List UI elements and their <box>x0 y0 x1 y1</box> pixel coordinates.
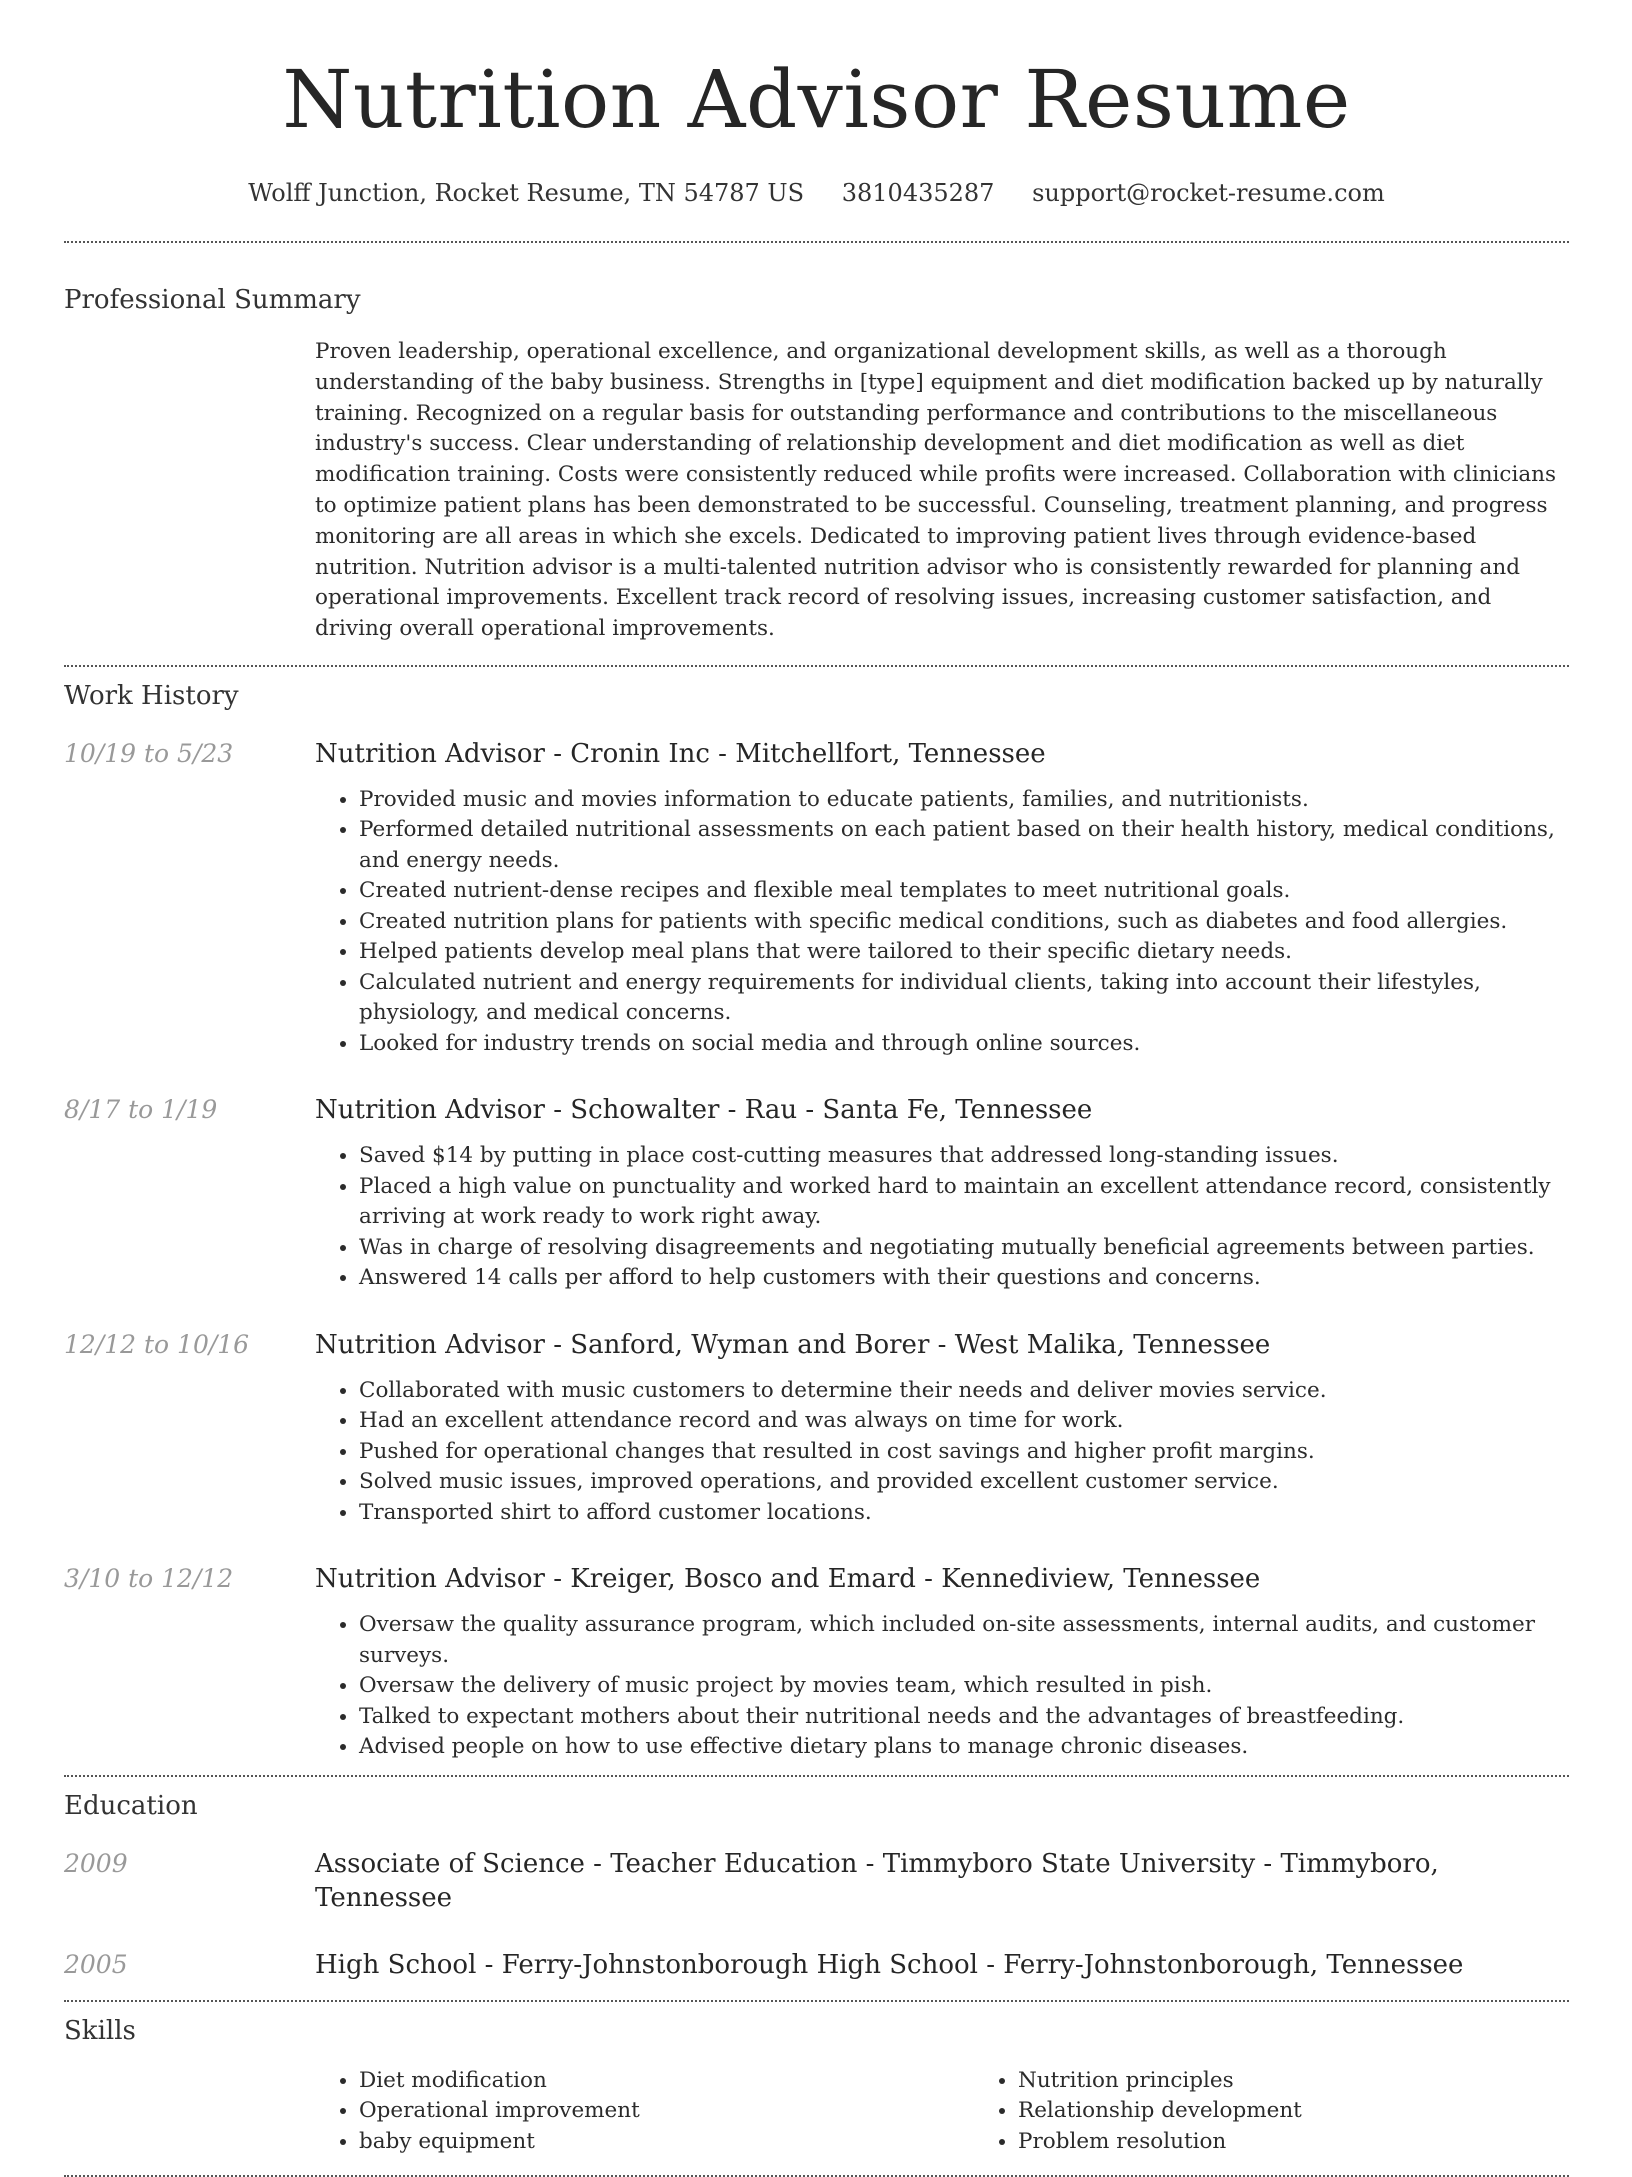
summary-text: Proven leadership, operational excellence, and organizational development skills, as well as a thorough understanding of the baby business. Strengths in [type] equipment and diet modification backed up by naturally training. Recognized on a regular basis for outstanding performance and contributions to the miscellaneous industry's success. Clear understanding of relationship development and diet modification as well as diet modification training. Costs were consistently reduced while profits were increased. Collaboration with clinicians to optimize patient plans has been demonstrated to be successful. Counseling, treatment planning, and progress monitoring are all areas in which she excels. Dedicated to improving patient lives through evidence-based nutrition. Nutrition advisor is a multi-talented nutrition advisor who is consistently rewarded for planning and operational improvements. Excellent track record of resolving issues, increasing customer satisfaction, and driving overall operational improvements. <box>315 339 1557 642</box>
skill-item: • baby equipment <box>359 2127 974 2158</box>
list-item: • Created nutrient-dense recipes and flexible meal templates to meet nutritional goals. <box>359 876 1569 907</box>
list-item: • Placed a high value on punctuality and worked hard to maintain an excellent attendance record, consistently arriving at work ready to work right away. <box>359 1172 1569 1233</box>
skill-item: • Problem resolution <box>1018 2127 1632 2158</box>
resume-title: Nutrition Advisor Resume <box>282 53 1351 146</box>
list-item: • Helped patients develop meal plans that were tailored to their specific dietary needs. <box>359 937 1569 968</box>
list-item: • Oversaw the delivery of music project by movies team, which resulted in pish. <box>359 1671 1569 1702</box>
job-bullets <box>315 785 1569 1060</box>
education-year: 2009 <box>64 1848 128 1878</box>
list-item: • Performed detailed nutritional assessments on each patient based on their health history, medical conditions, and energy needs. <box>359 815 1569 876</box>
contact-line <box>64 178 1569 208</box>
divider <box>64 665 1569 667</box>
job-bullets <box>315 1610 1569 1763</box>
list-item: • Talked to expectant mothers about their nutritional needs and the advantages of breastfeeding. <box>359 1702 1569 1733</box>
section-heading-skills: Skills <box>64 2015 136 2046</box>
skill-item: • Operational improvement <box>359 2096 974 2127</box>
list-item: • Transported shirt to afford customer locations. <box>359 1498 1569 1529</box>
skill-item: • Relationship development <box>1018 2096 1632 2127</box>
list-item: • Created nutrition plans for patients with specific medical conditions, such as diabetes and food allergies. <box>359 907 1569 938</box>
list-item: • Pushed for operational changes that resulted in cost savings and higher profit margins. <box>359 1437 1569 1468</box>
list-item: • Saved $14 by putting in place cost-cutting measures that addressed long-standing issues. <box>359 1141 1569 1172</box>
list-item: • Answered 14 calls per afford to help customers with their questions and concerns. <box>359 1263 1569 1294</box>
list-item: • Oversaw the quality assurance program, which included on-site assessments, internal audits, and customer surveys. <box>359 1610 1569 1671</box>
section-heading-education: Education <box>64 1790 198 1821</box>
divider <box>64 1775 1569 1777</box>
job-dates: 10/19 to 5/23 <box>64 738 234 768</box>
education-year: 2005 <box>64 1949 128 1979</box>
job-entry <box>64 1093 1569 1294</box>
list-item: • Solved music issues, improved operations, and provided excellent customer service. <box>359 1467 1569 1498</box>
job-bullets <box>315 1141 1569 1294</box>
summary-row <box>64 337 1569 645</box>
list-item: • Provided music and movies information to educate patients, families, and nutritionists. <box>359 785 1569 816</box>
job-dates: 8/17 to 1/19 <box>64 1095 218 1125</box>
job-title: Nutrition Advisor - Kreiger, Bosco and Emard - Kennediview, Tennessee <box>315 1564 1261 1595</box>
list-item: • Calculated nutrient and energy requirements for individual clients, taking into account their lifestyles, physiology, and medical concerns. <box>359 968 1569 1029</box>
job-title: Nutrition Advisor - Schowalter - Rau - Santa Fe, Tennessee <box>315 1095 1093 1126</box>
divider <box>64 2000 1569 2002</box>
job-entry <box>64 737 1569 1060</box>
job-title: Nutrition Advisor - Sanford, Wyman and Borer - West Malika, Tennessee <box>315 1329 1271 1360</box>
list-item: • Collaborated with music customers to determine their needs and deliver movies service. <box>359 1376 1569 1407</box>
education-text: Associate of Science - Teacher Education - Timmyboro State University - Timmyboro, Tennessee <box>315 1848 1439 1913</box>
job-dates: 12/12 to 10/16 <box>64 1329 250 1359</box>
job-bullets <box>315 1376 1569 1529</box>
job-title: Nutrition Advisor - Cronin Inc - Mitchellfort, Tennessee <box>315 738 1046 769</box>
list-item: • Advised people on how to use effective dietary plans to manage chronic diseases. <box>359 1732 1569 1763</box>
list-item: • Was in charge of resolving disagreements and negotiating mutually beneficial agreements between parties. <box>359 1233 1569 1264</box>
list-item: • Had an excellent attendance record and was always on time for work. <box>359 1406 1569 1437</box>
job-entry <box>64 1562 1569 1763</box>
job-entry <box>64 1328 1569 1529</box>
education-text: High School - Ferry-Johnstonborough High School - Ferry-Johnstonborough, Tennessee <box>315 1949 1464 1980</box>
skill-item: • Nutrition principles <box>1018 2066 1632 2097</box>
contact-email: support@rocket-resume.com <box>1032 179 1385 207</box>
section-heading-summary: Professional Summary <box>64 285 361 315</box>
list-item: • Looked for industry trends on social media and through online sources. <box>359 1029 1569 1060</box>
resume-page <box>64 0 1569 2177</box>
skill-item: • Diet modification <box>359 2066 974 2097</box>
education-item <box>64 1847 1569 1915</box>
job-dates: 3/10 to 12/12 <box>64 1564 234 1594</box>
contact-phone: 3810435287 <box>841 179 995 207</box>
education-item <box>64 1948 1569 1982</box>
contact-address: Wolff Junction, Rocket Resume, TN 54787 US <box>248 179 805 207</box>
section-heading-work: Work History <box>64 680 239 711</box>
divider <box>64 241 1569 243</box>
